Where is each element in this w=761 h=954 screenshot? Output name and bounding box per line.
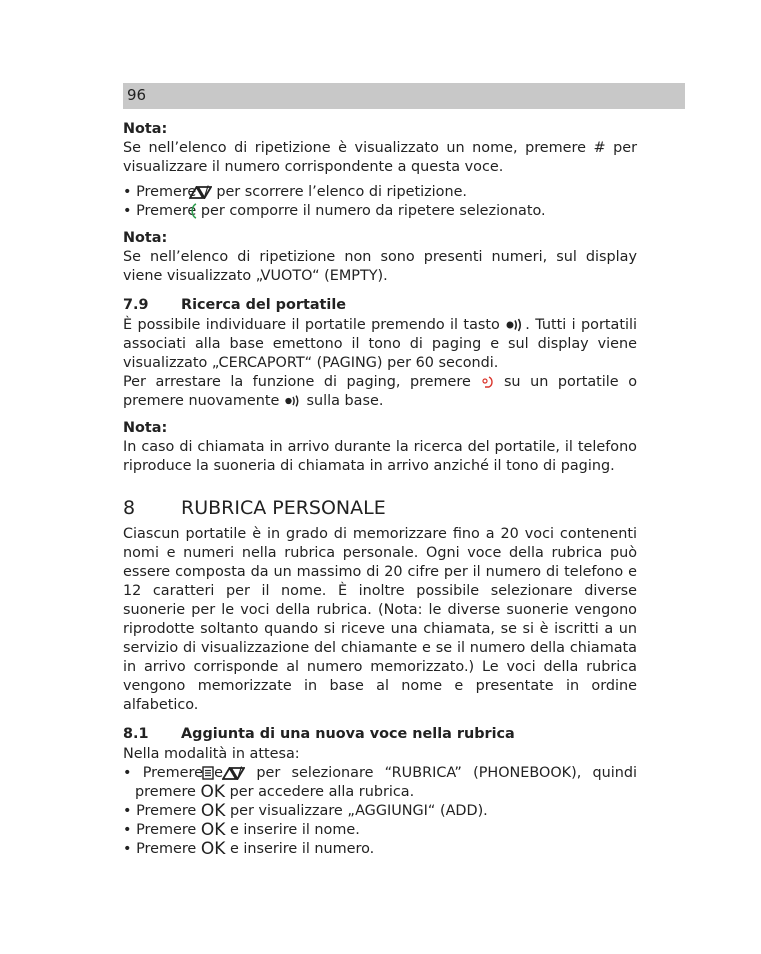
bullet-item: • Premere OK e inserire il nome. bbox=[123, 820, 360, 840]
note-text-2: Se nell’elenco di ripetizione non sono presenti numeri, sul display viene visualizzato „VUOTO“ (EMPTY). bbox=[123, 249, 637, 284]
bullet-item: • Premere per comporre il numero da ripetere selezionato. bbox=[123, 203, 546, 219]
bullet-item: • Premere e / per selezionare “RUBRICA” (PHONEBOOK), quindi premere OK per accedere alla rubrica. bbox=[123, 765, 638, 802]
paging-paragraph: È possibile individuare il portatile premendo il tasto . Tutti i portatili associati alla base emettono il tono di paging e sul display viene visualizzato „CERCAPORT“ (PAGING) per 60 secondi. Per arrestare la funzione di paging, premere su un portatile o premere nuovamente sulla base. bbox=[123, 317, 637, 409]
note-text-3: In caso di chiamata in arrivo durante la ricerca del portatile, il telefono riproduce la suoneria di chiamata in arrivo anziché il tono di paging. bbox=[123, 439, 637, 474]
note-label: Nota: bbox=[123, 230, 168, 246]
note-label: Nota: bbox=[123, 121, 168, 137]
note-text-1: Se nell’elenco di ripetizione è visualizzato un nome, premere # per visualizzare il numero corrispondente a questa voce. bbox=[123, 140, 637, 175]
down-arrow-icon bbox=[209, 186, 212, 199]
bullet-list-phonebook bbox=[123, 764, 637, 859]
ok-key-icon: OK bbox=[200, 782, 226, 802]
ok-key-icon: OK bbox=[200, 839, 226, 859]
document-body bbox=[123, 120, 637, 859]
note-label: Nota: bbox=[123, 420, 168, 436]
ok-key-icon: OK bbox=[200, 801, 226, 821]
page-number: 96 bbox=[127, 86, 147, 104]
bullet-list-redial bbox=[123, 183, 637, 221]
ok-key-icon: OK bbox=[200, 820, 226, 840]
bullet-item: • Premere OK e inserire il numero. bbox=[123, 839, 375, 859]
bullet-item: • Premere OK per visualizzare „AGGIUNGI“ (ADD). bbox=[123, 801, 488, 821]
bullet-item: • Premere / per scorrere l’elenco di ripetizione. bbox=[123, 184, 467, 200]
section-heading-8-1: 8.1 Aggiunta di una nuova voce nella rubrica bbox=[123, 726, 515, 742]
section-heading-7-9: 7.9 Ricerca del portatile bbox=[123, 297, 347, 313]
paging-icon bbox=[505, 318, 525, 332]
end-call-icon bbox=[480, 375, 494, 389]
down-arrow-icon bbox=[242, 767, 245, 780]
standby-intro: Nella modalità in attesa: bbox=[123, 746, 300, 762]
chapter-heading-8: 8 RUBRICA PERSONALE bbox=[123, 497, 386, 519]
paging-icon bbox=[284, 394, 302, 408]
phonebook-intro: Ciascun portatile è in grado di memorizzare fino a 20 voci contenenti nomi e numeri nella rubrica personale. Ogni voce della rubrica può essere composta da un massimo di 20 cifre per il numero di telefono e 12 caratteri per il nome. È inoltre possibile selezionare diverse suonerie per le voci della rubrica. (Nota: le diverse suonerie vengono riprodotte soltanto quando si riceve una chiamata, se si è iscritti a un servizio di visualizzazione del chiamante e se il numero della chiamata in arrivo corrisponde al numero memorizzato.) Le voci della rubrica vengono memorizzate in base al nome e presentate in ordine alfabetico. bbox=[123, 526, 637, 713]
page-header-bar bbox=[123, 83, 685, 109]
